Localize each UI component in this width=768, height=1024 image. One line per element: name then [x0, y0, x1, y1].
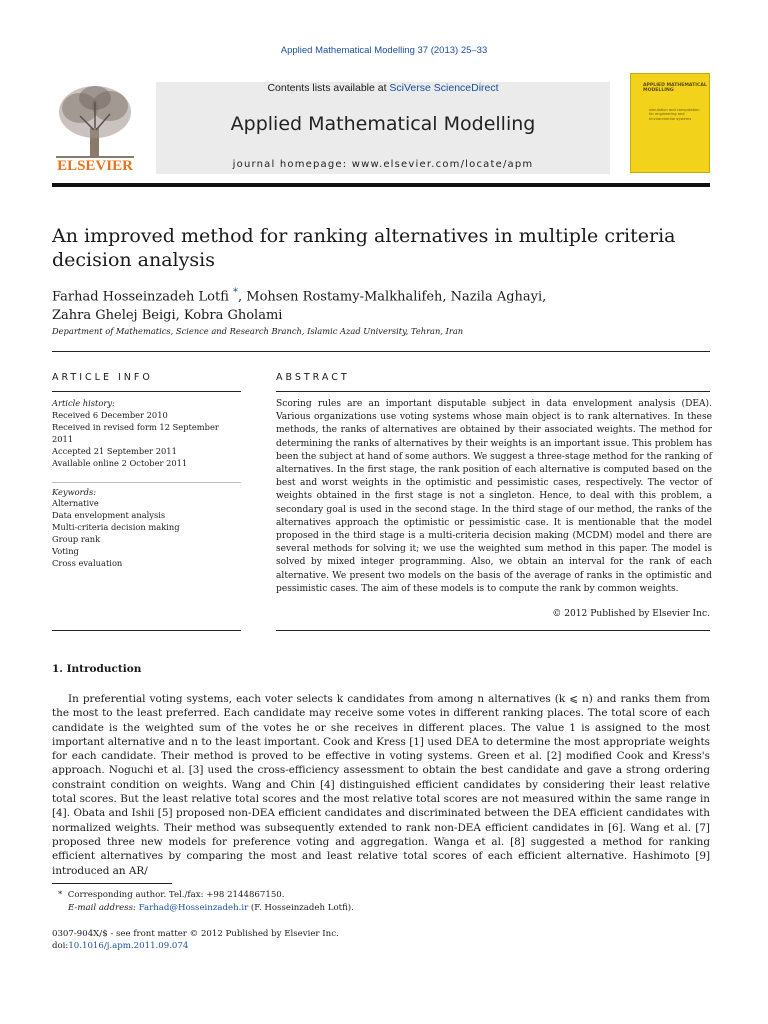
journal-homepage[interactable]: journal homepage: www.elsevier.com/locate/apm: [232, 159, 534, 170]
footnote-rule: [52, 883, 172, 884]
elsevier-logo: [50, 80, 140, 178]
corresponding-author-footnote: [58, 890, 284, 900]
doi-label: doi:: [52, 941, 69, 951]
cover-title: APPLIED MATHEMATICAL MODELLING: [643, 83, 707, 93]
article-info-bottom-rule: [52, 630, 241, 631]
journal-citation[interactable]: Applied Mathematical Modelling 37 (2013) 25–33: [280, 45, 488, 56]
front-matter-block: [52, 928, 339, 952]
keywords-list: [52, 498, 242, 569]
sciencedirect-link[interactable]: SciVerse ScienceDirect: [389, 82, 499, 94]
abstract-rule: [276, 391, 710, 392]
abstract-text: Scoring rules are an important disputable subject in data envelopment analysis (DEA). Various organizations use voting systems whose main object is to rank alternatives. In these methods, the ranks of alternatives are obtained by their associated weights. The method for determining the ranks of alternatives by their weights is an important issue. This problem has been the subject at hand of some authors. We suggest a three-stage method for the ranking of alternatives. In the first stage, the rank position of each alternative is computed based on the best and worst weights in the optimistic and pessimistic cases, respectively. The vector of weights obtained in the first stage is not a singleton. Hence, to deal with this problem, a secondary goal is used in the second stage. In the third stage of our method, the ranks of the alternatives approach the optimistic or pessimistic case. It is mentionable that the model proposed in the third stage is a multi-criteria decision making (MCDM) model and there are several methods for solving it; we use the weighted sum method in this paper. The model is solved by mixed integer programming. Also, we obtain an interval for the rank of each alternative. We present two models on the basis of the average of ranks in the optimistic and pessimistic cases. The aim of these models is to compute the rank by common weights.: [276, 399, 712, 594]
author-list: [52, 283, 672, 325]
authors-line1-rest: , Mohsen Rostamy-Malkhalifeh, Nazila Aghayi,: [238, 289, 547, 305]
publisher-name: ELSEVIER: [57, 158, 133, 174]
keyword-item: Group rank: [52, 533, 101, 544]
paper-title: An improved method for ranking alternatives in multiple criteria decision analysis: [52, 225, 676, 271]
journal-title: Applied Mathematical Modelling: [230, 113, 536, 135]
email-link[interactable]: Farhad@Hosseinzadeh.ir: [138, 903, 249, 913]
cover-subtitle: simulation and computation for engineering and environmental systems: [649, 108, 700, 121]
front-matter-line: 0307-904X/$ - see front matter © 2012 Published by Elsevier Inc.: [52, 929, 339, 939]
email-label: E-mail address:: [68, 903, 139, 913]
corresponding-author-mark[interactable]: *: [233, 287, 239, 298]
history-item: Received 6 December 2010: [52, 410, 168, 420]
history-item: Available online 2 October 2011: [52, 458, 188, 468]
footnote-corresponding: Corresponding author. Tel./fax: +98 2144867150.: [67, 890, 285, 900]
abstract-copyright: © 2012 Published by Elsevier Inc.: [552, 609, 710, 619]
abstract-bottom-rule: [276, 630, 710, 631]
introduction-paragraph: In preferential voting systems, each voter selects k candidates from among n alternatives (k ⩽ n) and ranks them from the most to the least preferred. Each candidate may receive some votes in different ranking places. The total score of each candidate is the weighted sum of the votes he or she receives in different places. The value 1 is assigned to the most important alternative and n to the least important. Cook and Kress [1] used DEA to determine the most appropriate weights for each candidate. Their method is proved to be effective in voting systems. Green et al. [2] modified Cook and Kress's approach. Noguchi et al. [3] used the cross-efficiency assessment to obtain the best candidate and gave a strong ordering constraint condition on weights. Wang and Chin [4] distinguished efficient candidates by considering their least relative total scores. But the least relative total scores and the most relative total scores are not measured within the same range in [4]. Obata and Ishii [5] proposed non-DEA efficient candidates and discriminated between the DEA efficient candidates with normalized weights. Their method was subsequently extended to rank non-DEA efficient candidates in [6]. Wang et al. [7] proposed three new models for preference voting and aggregation. Wanga et al. [8] suggested a method for ranking efficient alternatives by comparing the most and least relative total scores of each efficient alternative. Hashimoto [9] introduced an AR/: [52, 693, 710, 877]
keyword-item: Multi-criteria decision making: [52, 521, 180, 532]
history-item: Received in revised form 12 September 2011: [52, 422, 219, 444]
article-history-list: [52, 409, 242, 469]
footnote-mark: *: [58, 890, 63, 900]
journal-cover-image: [630, 73, 710, 173]
header-rule: [52, 183, 710, 187]
history-item: Accepted 21 September 2011: [52, 446, 177, 456]
keyword-item: Voting: [52, 545, 79, 556]
contents-prefix: Contents lists available at: [267, 82, 390, 94]
section-heading-introduction: 1. Introduction: [52, 663, 142, 675]
doi-line: [52, 940, 339, 952]
abstract-heading: ABSTRACT: [276, 372, 350, 383]
article-info-heading: ARTICLE INFO: [52, 372, 153, 383]
contents-line: [156, 82, 610, 94]
article-info-rule: [52, 391, 241, 392]
keywords-rule: [52, 482, 241, 483]
email-footnote: [68, 903, 354, 913]
keyword-item: Data envelopment analysis: [52, 509, 166, 520]
keyword-item: Alternative: [52, 498, 99, 508]
keyword-item: Cross evaluation: [52, 557, 123, 568]
authors-line2: Zahra Ghelej Beigi, Kobra Gholami: [52, 308, 283, 324]
keywords-title: Keywords:: [52, 487, 97, 497]
doi-link[interactable]: 10.1016/j.apm.2011.09.074: [68, 941, 189, 951]
affiliation: Department of Mathematics, Science and Research Branch, Islamic Azad University, Tehran, Iran: [52, 326, 464, 336]
title-rule: [52, 351, 710, 352]
article-history-title: Article history:: [52, 398, 115, 408]
email-suffix: (F. Hosseinzadeh Lotfi).: [248, 903, 354, 913]
author-lotfi[interactable]: Farhad Hosseinzadeh Lotfi: [52, 289, 229, 305]
